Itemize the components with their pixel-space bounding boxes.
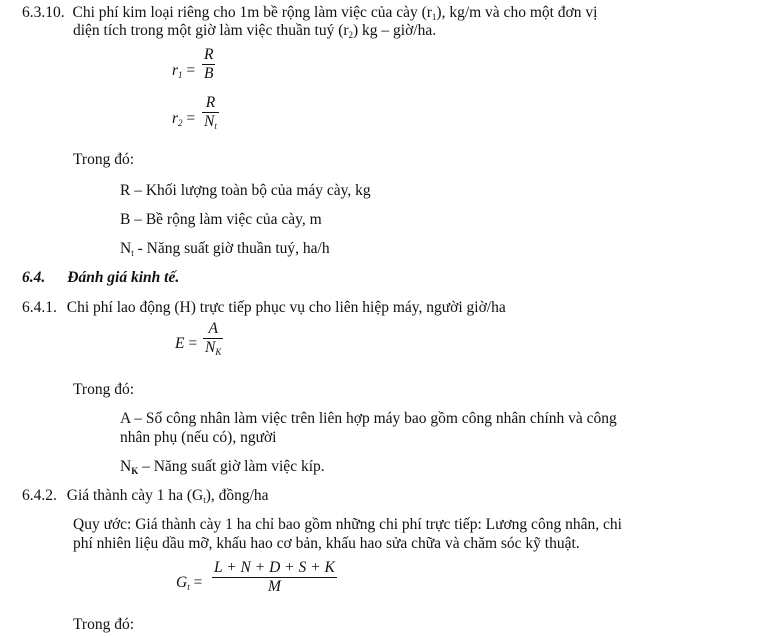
convention-line: phí nhiên liệu dầu mỡ, khấu hao cơ bản, khấu hao sửa chữa và chăm sóc kỹ thuật. xyxy=(73,535,580,552)
definition-item: R – Khối lượng toàn bộ của máy cày, kg xyxy=(120,182,371,199)
definition-item: A – Số công nhân làm việc trên liên hợp máy bao gồm công nhân chính và công xyxy=(120,410,617,427)
convention-line: Quy ước: Giá thành cày 1 ha chỉ bao gồm những chi phí trực tiếp: Lương công nhân, chi xyxy=(73,516,622,533)
fraction: L + N + D + S + K M xyxy=(214,559,335,596)
definition-item-cont: nhân phụ (nếu có), người xyxy=(120,429,277,446)
where-label: Trong đó: xyxy=(73,151,135,168)
where-label: Trong đó: xyxy=(73,381,135,398)
section-6-4-1: 6.4.1. Chi phí lao động (H) trực tiếp phục vụ cho liên hiệp máy, người giờ/ha xyxy=(22,299,506,316)
paragraph-line: Chi phí kim loại riêng cho 1m bề rộng làm việc của cày $(r_1)$, kg/m và cho một đơn vị xyxy=(72,4,598,22)
equation-lhs: $G_t$ = xyxy=(176,574,203,592)
equation-lhs: $r_1$ = xyxy=(172,62,196,80)
definition-item: $N_K$ – Năng suất giờ làm việc kíp. xyxy=(120,458,325,476)
fraction: R B xyxy=(204,46,214,83)
where-label: Trong đó: xyxy=(73,616,135,633)
fraction: R $N_t$ xyxy=(204,94,217,132)
fraction: A $N_K$ xyxy=(205,320,222,358)
paragraph-line: diện tích trong một giờ làm việc thuần tuý $(r_2)$ kg – giờ/ha. xyxy=(73,22,437,40)
section-number: 6.4.1. xyxy=(22,299,57,316)
section-6-3-10 xyxy=(22,4,597,22)
definition-item: $N_t$ - Năng suất giờ thuần tuý, ha/h xyxy=(120,240,330,258)
equation-lhs: $r_2$ = xyxy=(172,110,196,128)
definition-item: B – Bề rộng làm việc của cày, m xyxy=(120,211,322,228)
section-number: 6.4.2. xyxy=(22,487,57,504)
section-heading-6-4: 6.4. Đánh giá kinh tế. xyxy=(22,269,180,286)
section-number: 6.3.10. xyxy=(22,4,65,21)
section-6-4-2: 6.4.2. Giá thành cày 1 ha $(G_t)$, đồng/ha xyxy=(22,487,269,505)
equation-lhs: E = xyxy=(175,335,198,352)
